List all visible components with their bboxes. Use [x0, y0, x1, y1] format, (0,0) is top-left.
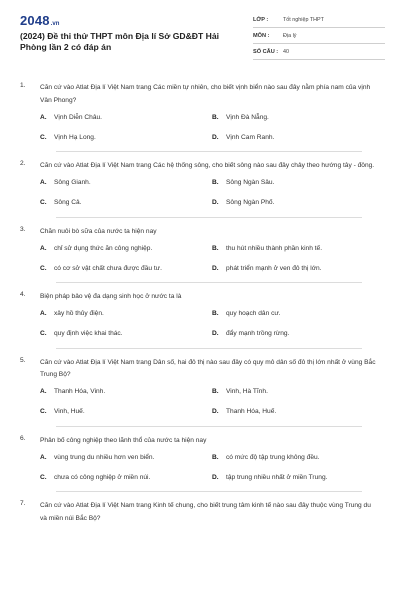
- question-text: Phân bố công nghiệp theo lãnh thổ của nước ta hiện nay: [40, 436, 207, 444]
- option-key: D.: [212, 264, 219, 272]
- question-list: [0, 74, 400, 525]
- answer-option[interactable]: [212, 447, 372, 467]
- option-text: chỉ sử dụng thức ăn công nghiệp.: [54, 244, 153, 252]
- question-number: 3.: [20, 225, 26, 233]
- option-key: A.: [40, 244, 47, 252]
- option-key: B.: [212, 388, 219, 395]
- question-number: 1.: [20, 82, 26, 89]
- option-key: D.: [212, 199, 219, 206]
- answer-option[interactable]: [212, 107, 372, 127]
- option-text: đẩy mạnh trồng rừng.: [226, 330, 290, 337]
- option-text: Vịnh Cam Ranh.: [226, 133, 275, 141]
- option-text: Vịnh Đà Nẵng.: [226, 113, 269, 121]
- answer-option[interactable]: [212, 258, 372, 278]
- option-key: B.: [212, 244, 219, 252]
- option-key: B.: [212, 453, 219, 461]
- question-text: Chăn nuôi bò sữa của nước ta hiện nay: [40, 227, 157, 235]
- question-text: Căn cứ vào Atlat Địa lí Việt Nam trang Dân số, hai đô thị nào sau đây có quy mô dân số đô thị lớn nhất ở vùng Bắc Trung Bộ?: [40, 358, 376, 378]
- answer-option[interactable]: [212, 467, 372, 487]
- answer-option[interactable]: [212, 382, 372, 402]
- option-text: phát triển mạnh ở ven đô thị lớn.: [226, 264, 322, 272]
- option-text: Sông Gianh.: [54, 179, 91, 186]
- question-text: Căn cứ vào Atlat Địa lí Việt Nam trang Kinh tế chung, cho biết trung tâm kinh tế nào sau đây thuộc vùng Trung du và miền núi Bắc Bộ?: [40, 502, 371, 522]
- answer-option[interactable]: [40, 107, 212, 127]
- question-item: [0, 218, 400, 284]
- answer-option[interactable]: [40, 447, 212, 467]
- meta-row-class: [253, 12, 385, 28]
- option-key: C.: [40, 473, 47, 481]
- meta-row-subject: [253, 28, 385, 44]
- option-key: A.: [40, 113, 47, 121]
- option-text: Vịnh Hạ Long.: [54, 133, 96, 141]
- meta-label: LỚP :: [253, 16, 269, 23]
- option-key: D.: [212, 133, 219, 141]
- option-text: quy hoạch dân cư.: [226, 310, 281, 317]
- meta-row-question-count: [253, 44, 385, 60]
- option-text: Vịnh Diễn Châu.: [54, 113, 103, 121]
- answer-option[interactable]: [40, 324, 212, 344]
- answer-option[interactable]: [212, 402, 372, 422]
- answer-option[interactable]: [212, 238, 372, 258]
- logo-suffix-text: .vn: [50, 21, 60, 27]
- option-text: vùng trung du nhiều hơn ven biển.: [54, 453, 155, 461]
- question-item: [0, 492, 400, 525]
- option-key: D.: [212, 473, 219, 481]
- page-title: (2024) Đề thi thử THPT môn Địa lí Sở GD&ĐT Hải Phòng lần 2 có đáp án: [20, 31, 220, 52]
- option-text: xây hồ thủy điện.: [54, 310, 104, 317]
- option-key: C.: [40, 408, 47, 415]
- option-text: có mức độ tập trung không đều.: [226, 453, 320, 461]
- option-text: Sông Ngàn Phố.: [226, 199, 275, 206]
- question-text: Căn cứ vào Atlat Địa lí Việt Nam trang Các miền tự nhiên, cho biết vịnh biển nào sau đây nằm phía nam của vịnh Vân Phong?: [40, 84, 371, 104]
- question-item: [0, 427, 400, 493]
- question-text: Căn cứ vào Atlat Địa lí Việt Nam trang Các hệ thống sông, cho biết sông nào sau đây chảy theo hướng tây - đông.: [40, 162, 375, 169]
- option-key: A.: [40, 453, 47, 461]
- option-key: C.: [40, 264, 47, 272]
- option-key: B.: [212, 113, 219, 121]
- option-text: tập trung nhiều nhất ở miền Trung.: [226, 473, 328, 481]
- option-text: Vinh, Huế.: [54, 408, 85, 415]
- answer-option[interactable]: [40, 238, 212, 258]
- meta-label: MÔN :: [253, 32, 270, 39]
- question-item: [0, 152, 400, 218]
- meta-value: Địa lý: [283, 32, 297, 39]
- question-number: 6.: [20, 434, 26, 442]
- logo-main-text: 2048: [20, 13, 50, 28]
- answer-options: [40, 304, 378, 344]
- option-text: Thanh Hóa, Huế.: [226, 408, 277, 415]
- answer-options: [40, 107, 378, 147]
- option-key: C.: [40, 330, 47, 337]
- option-key: D.: [212, 330, 219, 337]
- answer-option[interactable]: [40, 382, 212, 402]
- answer-option[interactable]: [40, 173, 212, 193]
- question-number: 4.: [20, 291, 26, 298]
- exam-meta-table: [253, 12, 385, 60]
- option-text: Sông Cả.: [54, 199, 82, 206]
- option-key: A.: [40, 310, 47, 317]
- meta-label: SỐ CÂU :: [253, 48, 279, 55]
- option-key: A.: [40, 179, 47, 186]
- option-key: C.: [40, 199, 47, 206]
- option-key: B.: [212, 310, 219, 317]
- answer-option[interactable]: [212, 304, 372, 324]
- answer-option[interactable]: [40, 258, 212, 278]
- question-item: [0, 349, 400, 427]
- site-logo[interactable]: [20, 13, 59, 29]
- question-text: Biện pháp bảo vệ đa dạng sinh học ở nước ta là: [40, 293, 182, 300]
- option-text: quy định việc khai thác.: [54, 330, 123, 337]
- answer-options: [40, 173, 378, 213]
- option-text: thu hút nhiều thành phần kinh tế.: [226, 244, 323, 252]
- question-item: [0, 74, 400, 152]
- answer-options: [40, 447, 378, 487]
- question-number: 7.: [20, 500, 26, 507]
- answer-option[interactable]: [212, 324, 372, 344]
- answer-option[interactable]: [212, 193, 372, 213]
- question-number: 5.: [20, 356, 26, 364]
- option-text: Vinh, Hà Tĩnh.: [226, 388, 268, 395]
- answer-option[interactable]: [40, 127, 212, 147]
- answer-option[interactable]: [40, 193, 212, 213]
- option-key: D.: [212, 408, 219, 415]
- option-text: chưa có công nghiệp ở miền núi.: [54, 473, 151, 481]
- option-key: A.: [40, 388, 47, 395]
- meta-value: 40: [283, 48, 289, 55]
- answer-option[interactable]: [212, 127, 372, 147]
- answer-option[interactable]: [40, 402, 212, 422]
- answer-option[interactable]: [40, 304, 212, 324]
- answer-options: [40, 238, 378, 278]
- answer-option[interactable]: [40, 467, 212, 487]
- question-number: 2.: [20, 160, 26, 167]
- question-item: [0, 283, 400, 349]
- option-key: C.: [40, 133, 47, 141]
- option-text: Sông Ngàn Sâu.: [226, 179, 275, 186]
- meta-value: Tốt nghiệp THPT: [283, 16, 324, 23]
- option-text: Thanh Hóa, Vinh.: [54, 388, 106, 395]
- page-header: [0, 0, 400, 70]
- answer-options: [40, 382, 378, 422]
- answer-option[interactable]: [212, 173, 372, 193]
- option-key: B.: [212, 179, 219, 186]
- option-text: có cơ sở vật chất chưa được đầu tư.: [54, 264, 162, 272]
